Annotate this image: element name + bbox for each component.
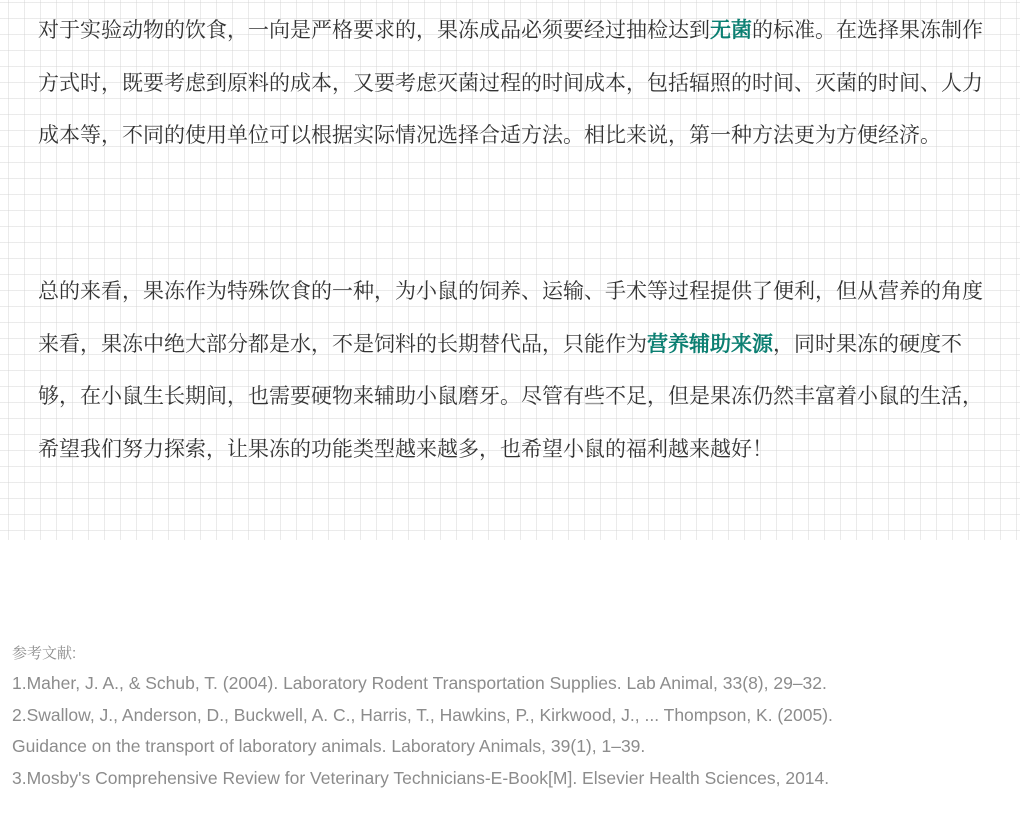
reference-line: 2.Swallow, J., Anderson, D., Buckwell, A. C., Harris, T., Hawkins, P., Kirkwood, J., ... Thompson, K. (2005). — [12, 704, 833, 725]
reference-line: Guidance on the transport of laboratory animals. Laboratory Animals, 39(1), 1–39. — [12, 736, 646, 757]
highlight-nutrition-source: 营养辅助来源 — [647, 331, 773, 356]
paragraph-1-text-after: 的标准。在选择果冻制作方式时，既要考虑到原料的成本，又要考虑灭菌过程的时间成本，包括辐照的时间、灭菌的时间、人力成本等，不同的使用单位可以根据实际情况选择合适方法。相比来说，第一种方法更为方便经济。 — [38, 18, 983, 147]
article-paragraph-2 — [38, 265, 998, 475]
highlight-sterile: 无菌 — [710, 18, 752, 42]
references-section — [12, 640, 1012, 794]
reference-line: 3.Mosby's Comprehensive Review for Veterinary Technicians-E-Book[M]. Elsevier Health Sciences, 2014. — [12, 767, 830, 788]
references-title: 参考文献: — [12, 645, 77, 662]
reference-line: 1.Maher, J. A., & Schub, T. (2004). Laboratory Rodent Transportation Supplies. Lab Animal, 33(8), 29–32. — [12, 673, 827, 693]
paragraph-2-text-after: ，同时果冻的硬度不够，在小鼠生长期间，也需要硬物来辅助小鼠磨牙。尽管有些不足，但是果冻仍然丰富着小鼠的生活，希望我们努力探索，让果冻的功能类型越来越多，也希望小鼠的福利越来越好！ — [38, 331, 983, 461]
article-paragraph-1 — [38, 4, 998, 162]
paragraph-1-text-before: 对于实验动物的饮食，一向是严格要求的，果冻成品必须要经过抽检达到 — [38, 18, 710, 42]
paragraph-2-text-before: 总的来看，果冻作为特殊饮食的一种，为小鼠的饲养、运输、手术等过程提供了便利，但从营养的角度来看，果冻中绝大部分都是水，不是饲料的长期替代品，只能作为 — [38, 279, 983, 356]
